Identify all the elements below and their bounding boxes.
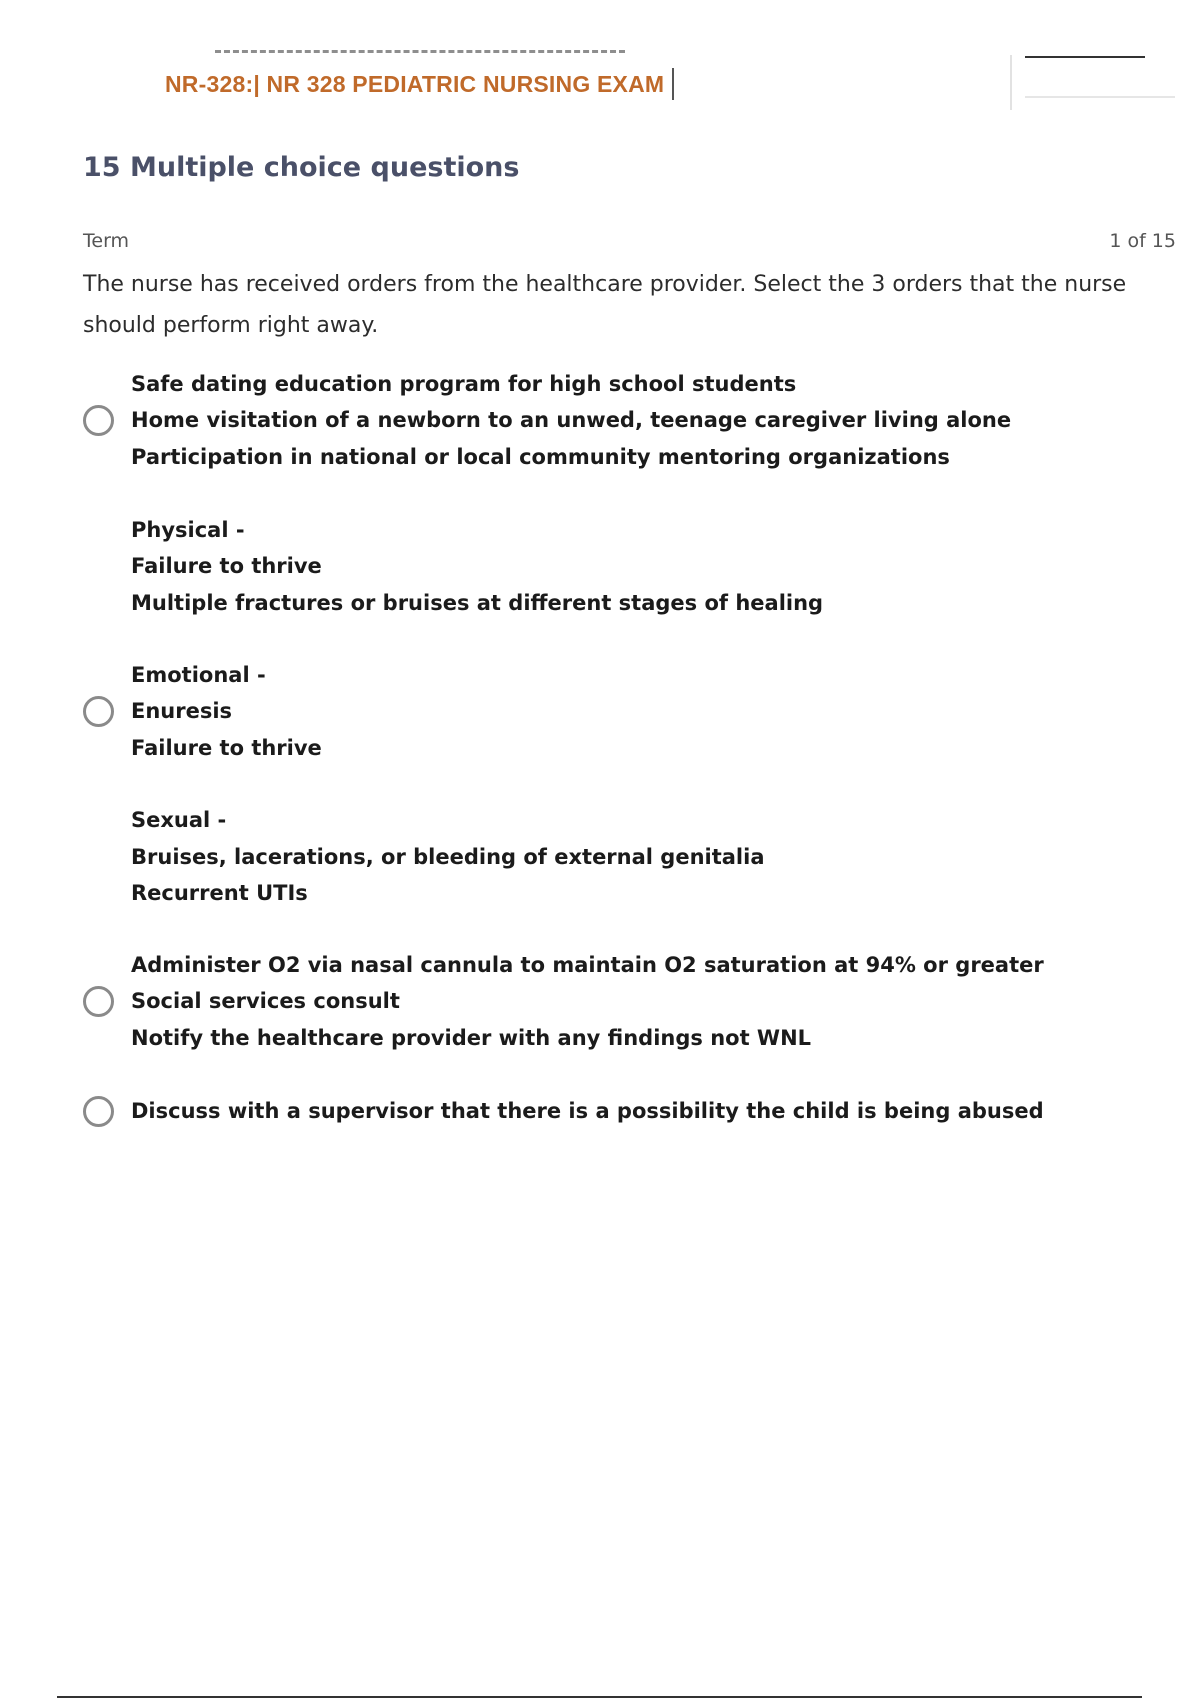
option-line	[131, 621, 823, 657]
answer-option-2[interactable]	[83, 512, 823, 911]
option-line: Home visitation of a newborn to an unwed, teenage caregiver living alone	[131, 408, 1012, 433]
header-rule-bottom	[1025, 96, 1175, 98]
option-line: Enuresis	[131, 699, 233, 724]
question-counter: 1 of 15	[1109, 230, 1176, 252]
option-line: Administer O2 via nasal cannula to maintain O2 saturation at 94% or greater	[131, 953, 1044, 977]
option-line: Failure to thrive	[131, 554, 322, 579]
page-bottom-rule	[57, 1696, 1142, 1698]
option-line: Sexual -	[131, 808, 227, 833]
option-text	[131, 512, 823, 911]
option-line: Recurrent UTIs	[131, 880, 308, 905]
header-cut-text-remnant	[215, 50, 625, 56]
section-heading: 15 Multiple choice questions	[83, 152, 520, 183]
text-caret	[672, 68, 674, 100]
option-line: Failure to thrive	[131, 735, 322, 760]
answer-option-3[interactable]	[83, 947, 1044, 1056]
question-text: The nurse has received orders from the healthcare provider. Select the 3 orders that the nurse should perform right away.	[83, 272, 1127, 338]
option-line: Discuss with a supervisor that there is a possibility the child is being abused	[131, 1099, 1044, 1123]
option-line: Notify the healthcare provider with any findings not WNL	[131, 1025, 812, 1050]
option-line: Physical -	[131, 518, 245, 542]
radio-button-icon[interactable]	[83, 405, 114, 436]
option-text	[131, 947, 1044, 1056]
header-rule-top	[1025, 56, 1145, 58]
answer-option-4[interactable]	[83, 1093, 1044, 1129]
radio-button-icon[interactable]	[83, 1096, 114, 1127]
radio-button-icon[interactable]	[83, 696, 114, 727]
radio-button-icon[interactable]	[83, 986, 114, 1017]
option-line: Safe dating education program for high school students	[131, 372, 797, 396]
option-line: Social services consult	[131, 989, 400, 1014]
header-title-row	[165, 68, 674, 100]
option-text	[131, 1093, 1044, 1129]
document-title: NR-328:| NR 328 PEDIATRIC NURSING EXAM	[165, 70, 665, 97]
option-line: Multiple fractures or bruises at different stages of healing	[131, 590, 824, 615]
header-divider	[1010, 55, 1012, 110]
option-line: Emotional -	[131, 663, 266, 688]
answer-option-1[interactable]	[83, 366, 1011, 475]
option-text	[131, 366, 1011, 475]
option-line: Participation in national or local community mentoring organizations	[131, 444, 950, 469]
option-line: Bruises, lacerations, or bleeding of external genitalia	[131, 844, 765, 869]
option-line	[131, 766, 823, 802]
term-label: Term	[83, 230, 130, 252]
